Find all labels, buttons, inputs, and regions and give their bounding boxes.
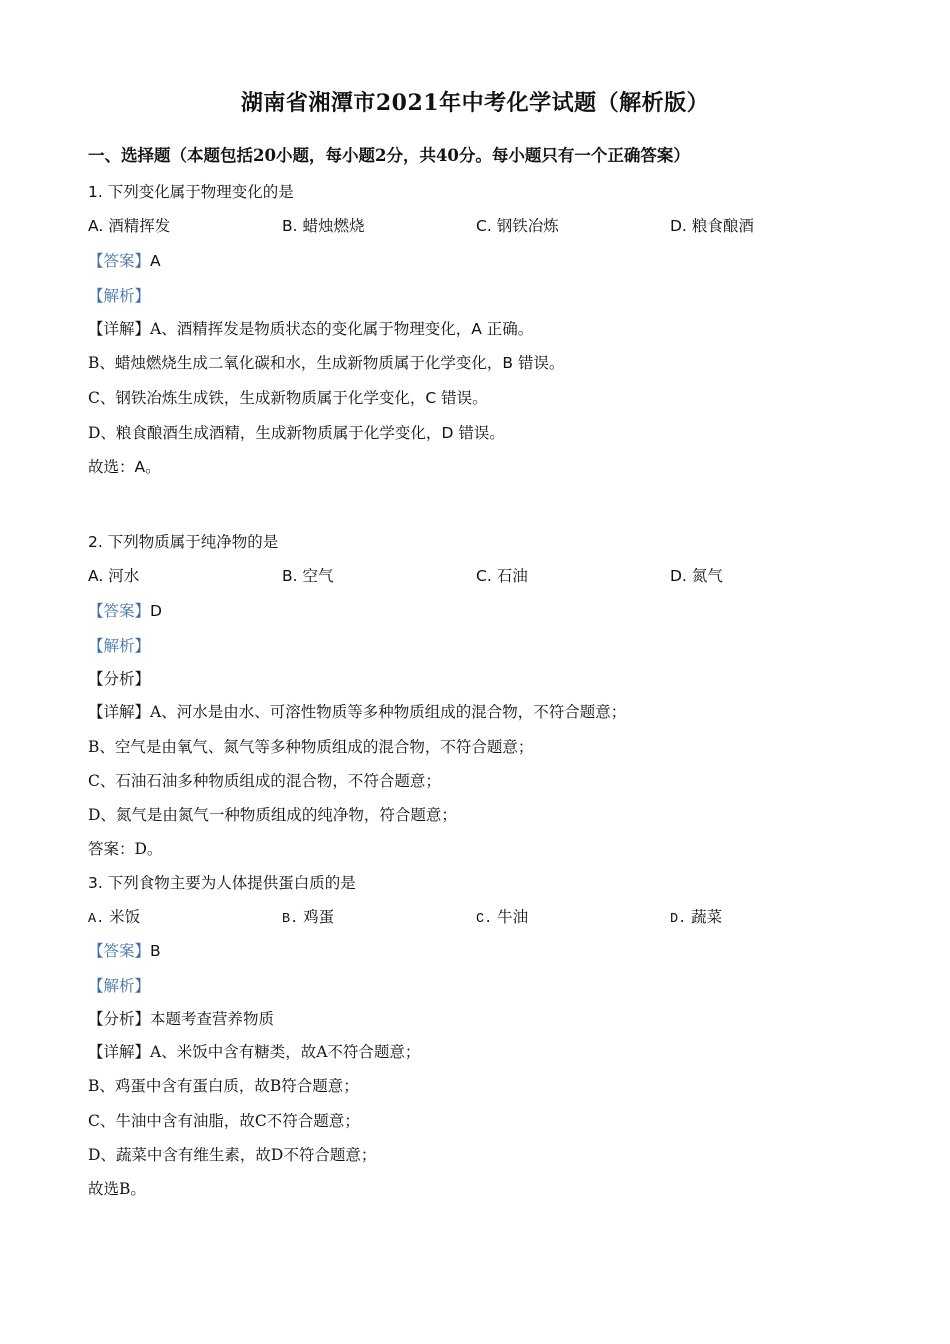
q1-options <box>88 214 888 238</box>
q3-options <box>88 905 888 929</box>
q3-option-b: B. 鸡蛋 <box>282 908 335 927</box>
q2-option-d: D. 氮气 <box>670 567 723 585</box>
q2-option-c: C. 石油 <box>476 567 528 585</box>
q1-detail-c: C、钢铁冶炼生成铁，生成新物质属于化学变化，C 错误。 <box>88 389 488 407</box>
page-title: 湖南省湘潭市2021年中考化学试题（解析版） <box>240 90 710 116</box>
q1-answer: 【答案】A <box>88 252 161 270</box>
q1-option-c: C. 钢铁冶炼 <box>476 217 559 235</box>
q2-options <box>88 564 888 588</box>
q3-option-d: D. 蔬菜 <box>670 908 723 927</box>
q1-detail-d: D、粮食酿酒生成酒精，生成新物质属于化学变化，D 错误。 <box>88 424 505 442</box>
section-heading: 一、选择题（本题包括20小题，每小题2分，共40分。每小题只有一个正确答案） <box>88 146 690 165</box>
q1-detail-a: 【详解】A、酒精挥发是物质状态的变化属于物理变化，A 正确。 <box>88 320 534 338</box>
q1-option-b: B. 蜡烛燃烧 <box>282 217 365 235</box>
q2-answer: 【答案】D <box>88 602 162 620</box>
q3-analysis-tag: 【解析】 <box>88 977 151 995</box>
q2-stem: 2. 下列物质属于纯净物的是 <box>88 533 279 551</box>
q3-answer: 【答案】B <box>88 942 161 960</box>
q3-option-c: C. 牛油 <box>476 908 529 927</box>
q2-option-a: A. 河水 <box>88 567 140 585</box>
q2-fenxi: 【分析】 <box>88 670 151 688</box>
q2-detail-b: B、空气是由氧气、氮气等多种物质组成的混合物，不符合题意； <box>88 738 534 756</box>
q3-detail-c: C、牛油中含有油脂，故C不符合题意； <box>88 1112 360 1130</box>
q1-option-a: A. 酒精挥发 <box>88 217 171 235</box>
q2-conclusion: 答案：D。 <box>88 840 163 858</box>
q3-detail-a: 【详解】A、米饭中含有糖类，故A不符合题意； <box>88 1043 421 1061</box>
q1-option-d: D. 粮食酿酒 <box>670 217 754 235</box>
q3-conclusion: 故选B。 <box>88 1180 146 1198</box>
q1-stem: 1. 下列变化属于物理变化的是 <box>88 183 294 201</box>
q3-stem: 3. 下列食物主要为人体提供蛋白质的是 <box>88 874 356 892</box>
q3-option-a: A. 米饭 <box>88 908 141 927</box>
q2-detail-a: 【详解】A、河水是由水、可溶性物质等多种物质组成的混合物，不符合题意； <box>88 703 627 721</box>
q3-fenxi: 【分析】本题考查营养物质 <box>88 1010 275 1028</box>
q1-analysis-tag: 【解析】 <box>88 287 151 305</box>
q2-analysis-tag: 【解析】 <box>88 637 151 655</box>
q2-option-b: B. 空气 <box>282 567 334 585</box>
q3-detail-d: D、蔬菜中含有维生素，故D不符合题意； <box>88 1146 377 1164</box>
q1-conclusion: 故选：A。 <box>88 458 161 476</box>
q2-detail-d: D、氮气是由氮气一种物质组成的纯净物，符合题意； <box>88 806 457 824</box>
q2-detail-c: C、石油石油多种物质组成的混合物，不符合题意； <box>88 772 441 790</box>
q1-detail-b: B、蜡烛燃烧生成二氧化碳和水，生成新物质属于化学变化，B 错误。 <box>88 354 565 372</box>
q3-detail-b: B、鸡蛋中含有蛋白质，故B符合题意； <box>88 1077 359 1095</box>
